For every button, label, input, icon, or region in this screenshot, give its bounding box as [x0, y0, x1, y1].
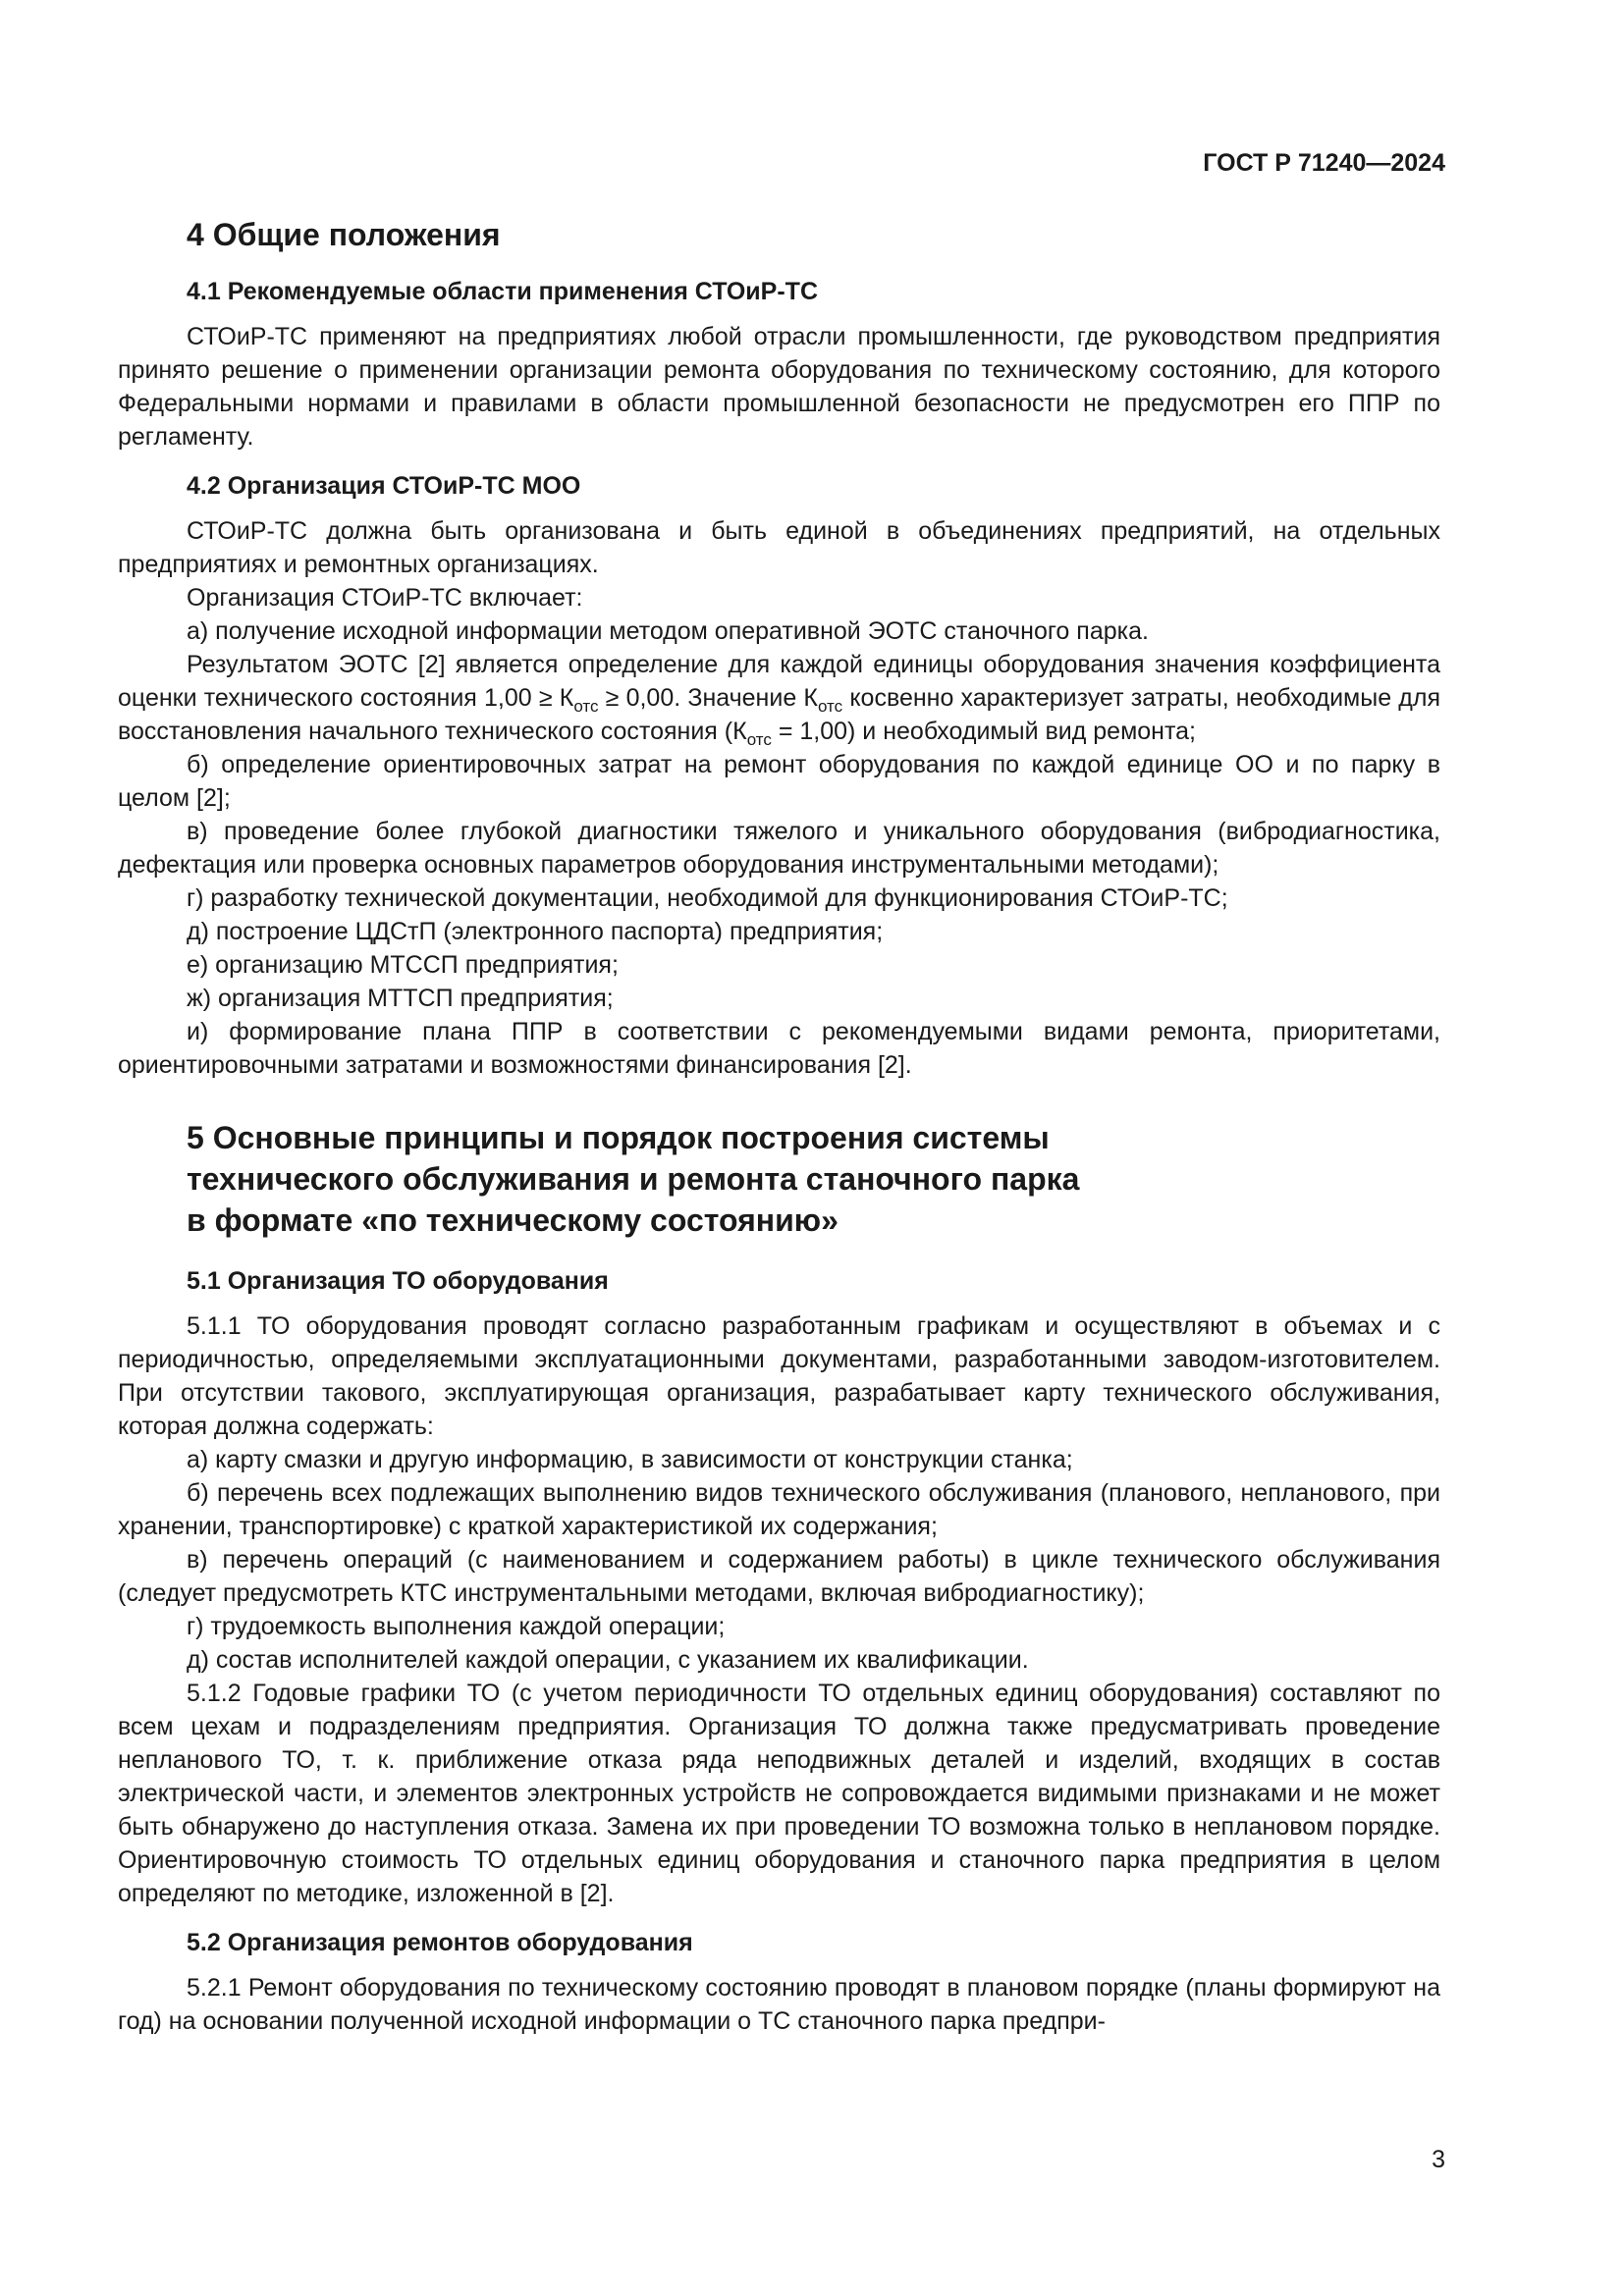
list-item: б) определение ориентировочных затрат на ремонт оборудования по каждой единице ОО и по парку в целом [2]; [118, 751, 1440, 812]
section-5-1-title: 5.1 Организация ТО оборудования [187, 1267, 609, 1295]
subscript: отс [817, 697, 843, 716]
paragraph: СТОиР-ТС должна быть организована и быть единой в объединениях предприятий, на отдельных предприятиях и ремонтных организациях. [118, 517, 1440, 578]
section-4-1-title: 4.1 Рекомендуемые области применения СТОиР-ТС [187, 278, 818, 305]
paragraph: 5.1.2 Годовые графики ТО (с учетом периодичности ТО отдельных единиц оборудования) составляют по всем цехам и подразделениям предприятия. Организация ТО должна также предусматривать проведение непланового ТО, т. к. приближение отказа ряда неподвижных деталей и изделий, входящих в состав электрической части, и элементов электронных устройств не сопровождается видимыми признаками и не может быть обнаружено до наступления отказа. Замена их при проведении ТО возможна только в неплановом порядке. Ориентировочную стоимость ТО отдельных единиц оборудования и станочного парка предприятия в целом определяют по методике, изложенной в [2]. [118, 1680, 1440, 1907]
list-item: д) состав исполнителей каждой операции, с указанием их квалификации. [187, 1646, 1029, 1674]
paragraph: 5.1.1 ТО оборудования проводят согласно разработанным графикам и осуществляют в объемах и с периодичностью, определяемыми эксплуатационными документами, разработанными заводом-изготовителем. При отсутствии такового, эксплуатирующая организация, разрабатывает карту технического обслуживания, которая должна содержать: [118, 1312, 1440, 1440]
paragraph: 5.2.1 Ремонт оборудования по техническому состоянию проводят в плановом порядке (планы формируют на год) на основании полученной исходной информации о ТС станочного парка предпри- [118, 1974, 1440, 2035]
list-item: г) трудоемкость выполнения каждой операции; [187, 1613, 726, 1640]
list-item: и) формирование плана ППР в соответствии с рекомендуемыми видами ремонта, приоритетами, ориентировочными затратами и возможностями финансирования [2]. [118, 1018, 1440, 1079]
section-5-title: 5 Основные принципы и порядок построения системы технического обслуживания и ремонта станочного парка в формате «по техническому состоянию» [187, 1120, 1080, 1238]
page-number: 3 [1432, 2146, 1445, 2173]
document-body [118, 214, 1440, 2038]
section-4-2-title: 4.2 Организация СТОиР-ТС МОО [187, 472, 581, 500]
subscript: отс [746, 730, 772, 749]
list-item: в) перечень операций (с наименованием и содержанием работы) в цикле технического обслуживания (следует предусмотреть КТС инструментальными методами, включая вибродиагностику); [118, 1546, 1440, 1607]
list-item: в) проведение более глубокой диагностики тяжелого и уникального оборудования (вибродиагностика, дефектация или проверка основных параметров оборудования инструментальными методами); [118, 818, 1440, 879]
list-item: а) получение исходной информации методом оперативной ЭОТС станочного парка. [187, 617, 1149, 645]
paragraph: СТОиР-ТС применяют на предприятиях любой отрасли промышленности, где руководством предприятия принято решение о применении организации ремонта оборудования по техническому состоянию, для которого Федеральными нормами и правилами в области промышленной безопасности не предусмотрен его ППР по регламенту. [118, 323, 1440, 451]
paragraph: Организация СТОиР-ТС включает: [187, 584, 583, 612]
list-item: г) разработку технической документации, необходимой для функционирования СТОиР-ТС; [187, 884, 1228, 912]
section-4-title: 4 Общие положения [187, 217, 501, 252]
document-code: ГОСТ Р 71240—2024 [1203, 149, 1445, 177]
list-item: ж) организация МТТСП предприятия; [187, 985, 614, 1012]
list-item: д) построение ЦДСтП (электронного паспорта) предприятия; [187, 918, 884, 945]
paragraph-coefficient: Результатом ЭОТС [2] является определение для каждой единицы оборудования значения коэффициента оценки технического состояния $1,00 \ge К_{отс} \ge 0,00$. Значение $К_{отс}$ косвенно характеризует затраты, необходимые для восстановления начального технического состояния $(К_{отс} = 1,00)$ и необходимый вид ремонта; [118, 651, 1440, 749]
subscript: отс [573, 697, 599, 716]
list-item: а) карту смазки и другую информацию, в зависимости от конструкции станка; [187, 1446, 1073, 1473]
list-item: е) организацию МТССП предприятия; [187, 951, 619, 979]
list-item: б) перечень всех подлежащих выполнению видов технического обслуживания (планового, непланового, при хранении, транспортировке) с краткой характеристикой их содержания; [118, 1479, 1440, 1540]
section-5-2-title: 5.2 Организация ремонтов оборудования [187, 1929, 693, 1956]
